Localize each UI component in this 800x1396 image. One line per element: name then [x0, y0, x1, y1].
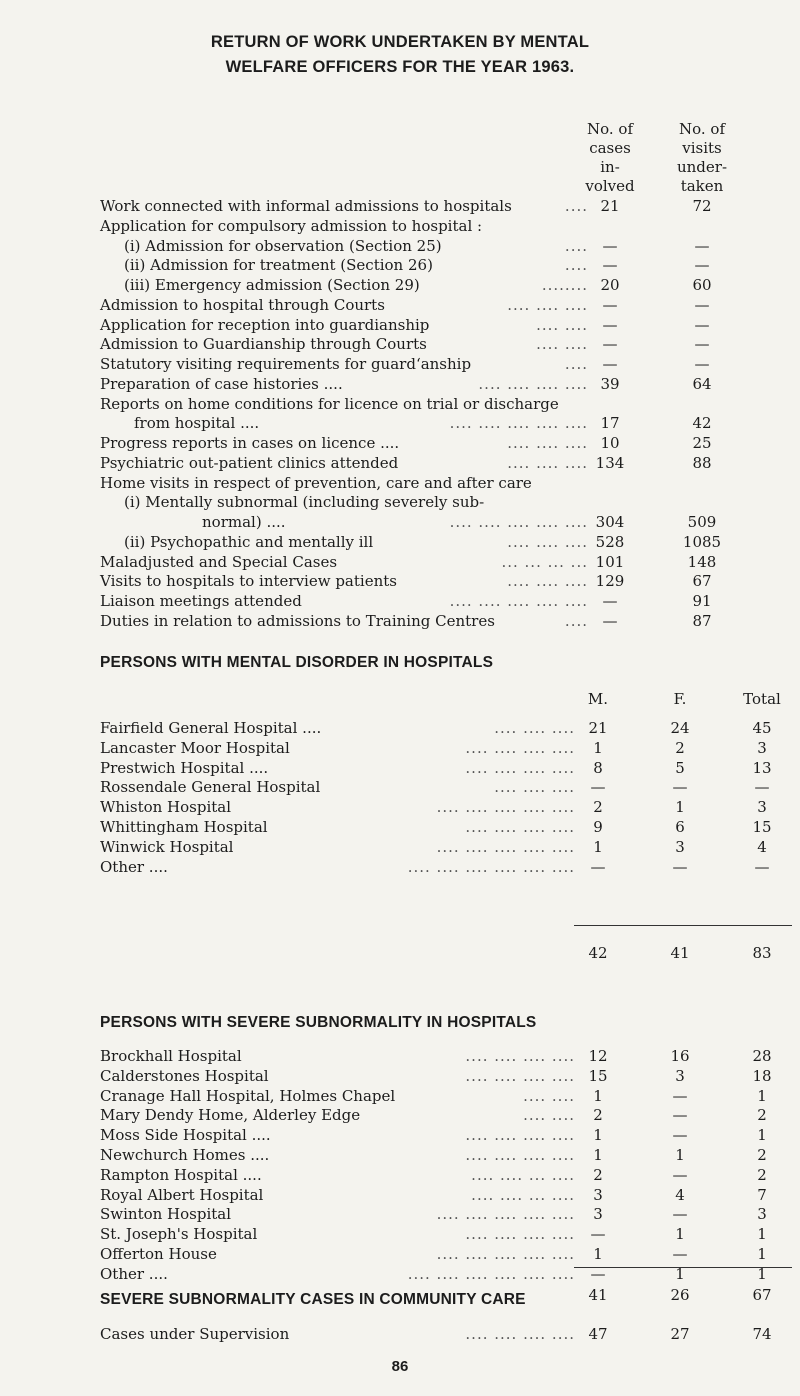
total-count: 3: [757, 798, 767, 817]
cases-header-line: No. of: [586, 120, 633, 138]
male-count: 21: [588, 719, 608, 737]
cases-value: 10: [600, 434, 620, 452]
totals-rule: [574, 1267, 792, 1268]
table-row: [0, 275, 800, 295]
leader-dots: .... .... .... ....: [465, 1325, 575, 1343]
male-count: —: [590, 778, 606, 797]
total-count: 1: [757, 1245, 767, 1263]
leader-dots: .... .... ....: [507, 434, 588, 452]
row-label: Application for reception into guardianship: [100, 315, 430, 334]
female-count: —: [672, 1205, 688, 1224]
visits-value: —: [694, 335, 710, 354]
leader-dots: .... .... .... ....: [465, 1225, 575, 1244]
hospital-name: Calderstones Hospital: [100, 1066, 269, 1085]
table-row: [0, 817, 800, 837]
female-count: 5: [675, 758, 685, 777]
total-count: 4: [757, 837, 767, 856]
total-count: 28: [752, 1047, 772, 1065]
hospital-name: Rossendale General Hospital: [100, 778, 321, 797]
leader-dots: .... .... .... ....: [465, 758, 575, 777]
visits-value: 72: [692, 197, 712, 215]
leader-dots: .... .... ....: [494, 778, 575, 797]
row-label: Home visits in respect of prevention, care and after care: [100, 473, 532, 492]
female-column-header: F.: [673, 690, 687, 708]
visits-value: 67: [692, 572, 712, 591]
male-count: 1: [593, 1146, 603, 1164]
total-count: 18: [752, 1066, 772, 1085]
leader-dots: .... .... ... ....: [471, 1185, 575, 1204]
male-count: 1: [593, 837, 603, 856]
male-count: 3: [593, 1205, 603, 1224]
row-label: Cases under Supervision: [100, 1325, 290, 1343]
male-count: 2: [593, 1165, 603, 1184]
leader-dots: ....: [564, 355, 588, 373]
table-row: [0, 492, 800, 512]
total-count: —: [754, 857, 770, 876]
leader-dots: ....: [564, 611, 588, 630]
leader-dots: .... ....: [523, 1086, 575, 1105]
female-count: 6: [675, 818, 685, 836]
cases-value: —: [602, 295, 618, 314]
visits-value: 1085: [682, 532, 722, 551]
leader-dots: .... .... .... .... ....: [436, 798, 575, 817]
table-row: [0, 1145, 800, 1165]
total-count: 1: [757, 1126, 767, 1145]
cases-value: —: [602, 315, 618, 334]
grand-total: 67: [752, 1286, 772, 1304]
female-total: 26: [670, 1286, 690, 1304]
table-row: [0, 295, 800, 315]
male-total: 42: [588, 944, 608, 962]
table-row: [0, 394, 800, 414]
table-row: [0, 413, 800, 433]
leader-dots: .... .... ....: [507, 532, 588, 551]
leader-dots: .... .... .... ....: [465, 1066, 575, 1085]
row-label: Visits to hospitals to interview patients: [100, 572, 397, 591]
row-label: Psychiatric out-patient clinics attended: [100, 453, 399, 472]
table-row: [0, 857, 800, 877]
female-count: —: [672, 1245, 688, 1263]
cases-value: —: [602, 592, 618, 610]
table-row: [0, 473, 800, 493]
visits-header-line: taken: [680, 177, 724, 195]
male-total: 41: [588, 1286, 608, 1304]
table-row: [0, 837, 800, 857]
row-label: Liaison meetings attended: [100, 592, 302, 610]
visits-value: —: [694, 256, 710, 275]
total-count: 1: [757, 1225, 767, 1244]
cases-value: 129: [595, 572, 625, 591]
leader-dots: .... .... ....: [507, 572, 588, 591]
visits-value: 87: [692, 611, 712, 630]
total-count: —: [754, 778, 770, 797]
leader-dots: .... ....: [536, 335, 588, 354]
cases-value: 17: [600, 414, 620, 433]
leader-dots: .... .... ....: [507, 295, 588, 314]
hospital-name: Lancaster Moor Hospital: [100, 738, 290, 757]
row-label: Preparation of case histories ....: [100, 374, 343, 393]
female-count: 3: [675, 1066, 685, 1085]
leader-dots: ........: [541, 276, 588, 294]
visits-value: 25: [692, 434, 712, 452]
total-count: 2: [757, 1146, 767, 1164]
row-label: normal) ....: [202, 513, 286, 531]
hospital-name: Whiston Hospital: [100, 798, 232, 817]
table-row: [0, 611, 800, 631]
row-label: Admission to hospital through Courts: [100, 295, 385, 314]
page-number: 86: [391, 1358, 409, 1375]
total-count: 15: [752, 818, 772, 836]
cases-value: —: [602, 256, 618, 275]
table-row: [0, 591, 800, 611]
male-column-header: M.: [587, 690, 609, 708]
total-count: 45: [752, 719, 772, 737]
hospital-name: St. Joseph's Hospital: [100, 1225, 258, 1244]
total-count: 2: [757, 1106, 767, 1125]
table-row: [0, 1125, 800, 1145]
male-count: —: [590, 1264, 606, 1283]
leader-dots: .... .... .... ....: [465, 818, 575, 836]
visits-value: 42: [692, 414, 712, 433]
visits-value: 148: [687, 552, 717, 571]
visits-header-line: visits: [682, 139, 722, 157]
leader-dots: .... .... .... .... ....: [449, 513, 588, 531]
hospital-name: Offerton House: [100, 1245, 217, 1263]
table-row: [0, 512, 800, 532]
leader-dots: .... .... .... .... ....: [449, 592, 588, 610]
row-label: Reports on home conditions for licence on trial or discharge: [100, 394, 559, 413]
male-count: 8: [593, 758, 603, 777]
hospital-name: Cranage Hall Hospital, Holmes Chapel: [100, 1086, 396, 1105]
severe-subnormality-heading: PERSONS WITH SEVERE SUBNORMALITY IN HOSPITALS: [100, 1014, 537, 1031]
male-count: —: [590, 857, 606, 876]
table-row: [0, 1165, 800, 1185]
cases-value: 101: [595, 552, 625, 571]
total-count: 13: [752, 758, 772, 777]
total-column-header: Total: [743, 690, 781, 708]
visits-value: 509: [687, 513, 717, 531]
visits-value: —: [694, 315, 710, 334]
leader-dots: .... .... .... .... ....: [436, 1245, 575, 1263]
male-count: 1: [593, 738, 603, 757]
table-row: [0, 1066, 800, 1086]
table-row: [0, 1185, 800, 1205]
leader-dots: .... .... .... .... ....: [436, 837, 575, 856]
table-row: [0, 374, 800, 394]
cases-value: 304: [595, 513, 625, 531]
table-row: [0, 453, 800, 473]
totals-row: [0, 943, 800, 963]
totals-rule: [574, 925, 792, 926]
table-row: [0, 255, 800, 275]
visits-header-line: under-: [676, 158, 728, 176]
male-count: 15: [588, 1066, 608, 1085]
leader-dots: .... .... .... ....: [465, 1126, 575, 1145]
table-row: [0, 571, 800, 591]
female-count: —: [672, 778, 688, 797]
female-count: 16: [670, 1047, 690, 1065]
female-count: —: [672, 1106, 688, 1125]
cases-header-line: cases: [589, 139, 631, 157]
leader-dots: .... .... .... .... .... ....: [407, 1264, 575, 1283]
leader-dots: .... .... .... ....: [465, 1146, 575, 1164]
cases-value: 39: [600, 374, 620, 393]
male-count: 1: [593, 1245, 603, 1263]
female-count: 1: [675, 1225, 685, 1244]
table-row: [0, 1086, 800, 1106]
table-row: [0, 738, 800, 758]
hospital-name: Rampton Hospital ....: [100, 1165, 262, 1184]
leader-dots: ....: [564, 236, 588, 255]
total-count: 3: [757, 1205, 767, 1224]
hospital-name: Newchurch Homes ....: [100, 1146, 270, 1164]
cases-value: 21: [600, 197, 620, 215]
cases-value: —: [602, 611, 618, 630]
table-row: [0, 1204, 800, 1224]
hospital-name: Other ....: [100, 857, 168, 876]
male-count: 47: [588, 1325, 608, 1343]
total-count: 2: [757, 1165, 767, 1184]
total-count: 1: [757, 1086, 767, 1105]
row-label: (ii) Admission for treatment (Section 26): [124, 256, 433, 275]
row-label: Application for compulsory admission to hospital :: [100, 216, 483, 235]
female-count: 24: [670, 719, 690, 737]
male-count: 9: [593, 818, 603, 836]
row-label: Work connected with informal admissions to hospitals: [100, 197, 512, 215]
hospital-name: Prestwich Hospital ....: [100, 758, 269, 777]
table-row: [0, 797, 800, 817]
visits-header-line: No. of: [678, 120, 725, 138]
female-count: —: [672, 1086, 688, 1105]
hospital-name: Other ....: [100, 1264, 168, 1283]
male-count: —: [590, 1225, 606, 1244]
female-count: 27: [670, 1325, 690, 1343]
row-label: Statutory visiting requirements for guard‘anship: [100, 355, 472, 373]
community-care-heading: SEVERE SUBNORMALITY CASES IN COMMUNITY CARE: [100, 1291, 526, 1308]
total-count: 3: [757, 738, 767, 757]
table-row: [0, 777, 800, 797]
row-label: Duties in relation to admissions to Training Centres: [100, 611, 495, 630]
cases-value: 528: [595, 532, 625, 551]
male-count: 1: [593, 1086, 603, 1105]
leader-dots: ....: [564, 256, 588, 275]
female-count: 1: [675, 798, 685, 817]
leader-dots: .... .... .... .... ....: [436, 1205, 575, 1224]
leader-dots: .... .... ... ....: [471, 1165, 575, 1184]
leader-dots: ....: [564, 197, 588, 215]
table-row: [0, 433, 800, 453]
table-row: [0, 1244, 800, 1264]
visits-value: 64: [692, 374, 712, 393]
hospital-name: Moss Side Hospital ....: [100, 1126, 271, 1145]
total-count: 1: [757, 1264, 767, 1283]
visits-value: 88: [692, 453, 712, 472]
leader-dots: .... .... .... .... .... ....: [407, 857, 575, 876]
female-count: —: [672, 1165, 688, 1184]
leader-dots: .... .... .... .... ....: [449, 414, 588, 433]
hospital-name: Fairfield General Hospital ....: [100, 719, 322, 737]
page-title-line-1: RETURN OF WORK UNDERTAKEN BY MENTAL: [210, 33, 590, 51]
male-count: 3: [593, 1185, 603, 1204]
hospital-name: Brockhall Hospital: [100, 1047, 242, 1065]
table-row: [0, 196, 800, 216]
cases-value: 134: [595, 453, 625, 472]
hospital-name: Winwick Hospital: [100, 837, 234, 856]
female-count: —: [672, 1126, 688, 1145]
table-row: [0, 758, 800, 778]
visits-value: 91: [692, 592, 712, 610]
table-row: [0, 1224, 800, 1244]
leader-dots: .... .... ....: [507, 453, 588, 472]
female-count: 1: [675, 1146, 685, 1164]
hospital-name: Royal Albert Hospital: [100, 1185, 264, 1204]
visits-value: —: [694, 295, 710, 314]
leader-dots: .... .... .... ....: [478, 374, 588, 393]
female-count: 3: [675, 837, 685, 856]
cases-value: 20: [600, 276, 620, 294]
hospital-name: Swinton Hospital: [100, 1205, 232, 1224]
row-label: from hospital ....: [134, 414, 260, 433]
cases-header-line: volved: [585, 177, 635, 195]
leader-dots: .... .... .... ....: [465, 738, 575, 757]
leader-dots: .... ....: [536, 315, 588, 334]
row-label: (i) Admission for observation (Section 25): [124, 236, 442, 255]
row-label: Maladjusted and Special Cases: [100, 552, 338, 571]
hospital-name: Whittingham Hospital: [100, 818, 268, 836]
male-count: 1: [593, 1126, 603, 1145]
row-label: Progress reports in cases on licence ....: [100, 434, 400, 452]
visits-value: —: [694, 355, 710, 373]
page-title-line-2: WELFARE OFFICERS FOR THE YEAR 1963.: [225, 58, 575, 76]
female-count: —: [672, 857, 688, 876]
table-row: [0, 334, 800, 354]
row-label: (ii) Psychopathic and mentally ill: [124, 532, 374, 551]
table-row: [0, 216, 800, 236]
grand-total: 83: [752, 944, 772, 962]
visits-value: 60: [692, 276, 712, 294]
leader-dots: .... .... ....: [494, 719, 575, 737]
leader-dots: .... .... .... ....: [465, 1047, 575, 1065]
row-label: Admission to Guardianship through Courts: [100, 335, 427, 354]
cases-value: —: [602, 236, 618, 255]
table-row: [0, 718, 800, 738]
table-row: [0, 532, 800, 552]
female-total: 41: [670, 944, 690, 962]
visits-value: —: [694, 236, 710, 255]
hospital-name: Mary Dendy Home, Alderley Edge: [100, 1106, 361, 1125]
row-label: (i) Mentally subnormal (including severely sub-: [124, 493, 485, 512]
table-row: [0, 552, 800, 572]
female-count: 4: [675, 1185, 685, 1204]
table-row: [0, 1046, 800, 1066]
table-row: [0, 1324, 800, 1344]
female-count: 1: [675, 1264, 685, 1283]
table-row: [0, 315, 800, 335]
table-row: [0, 236, 800, 256]
leader-dots: ... ... ... ...: [501, 552, 588, 571]
table-row: [0, 354, 800, 374]
cases-value: —: [602, 355, 618, 373]
row-label: (iii) Emergency admission (Section 29): [124, 276, 420, 294]
cases-value: —: [602, 335, 618, 354]
female-count: 2: [675, 738, 685, 757]
leader-dots: .... ....: [523, 1106, 575, 1125]
male-count: 2: [593, 798, 603, 817]
male-count: 2: [593, 1106, 603, 1125]
total-count: 7: [757, 1185, 767, 1204]
total-count: 74: [752, 1325, 772, 1343]
cases-header-line: in-: [600, 158, 620, 176]
mental-disorder-heading: PERSONS WITH MENTAL DISORDER IN HOSPITALS: [100, 654, 494, 671]
male-count: 12: [588, 1047, 608, 1065]
table-row: [0, 1105, 800, 1125]
